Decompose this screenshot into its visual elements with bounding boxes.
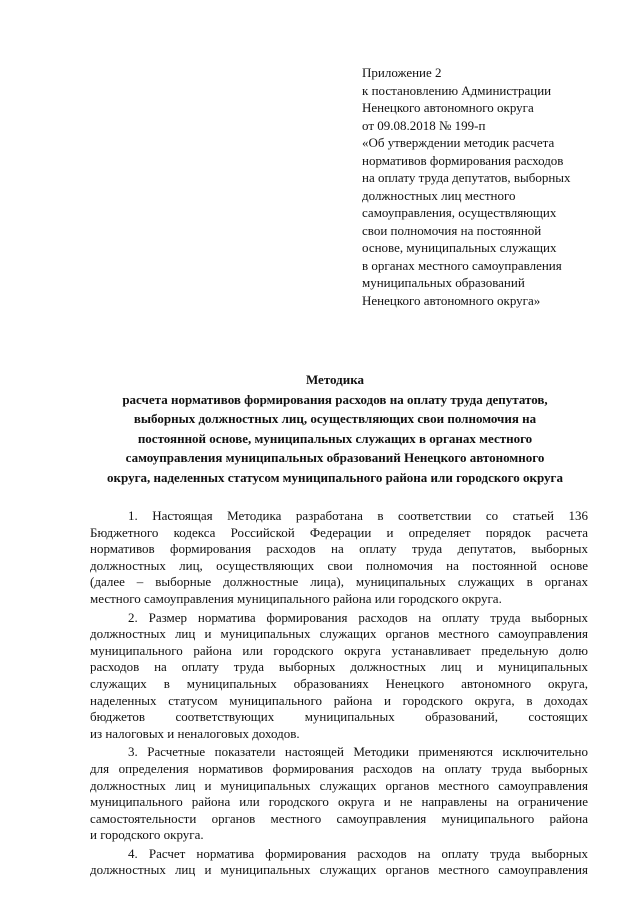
paragraph-line: и городского округа. [90, 827, 204, 843]
appendix-line: на оплату труда депутатов, выборных [362, 170, 571, 185]
appendix-line: в органах местного самоуправления [362, 257, 562, 273]
paragraph-line: местного самоуправления муниципального района или городского округа. [90, 590, 502, 606]
paragraph-line: должностных лиц и муниципальных служащих органов местного самоуправления [90, 862, 588, 878]
paragraph-line: 2. Размер норматива формирования расходов на оплату труда выборных [128, 609, 588, 625]
heading-line: выборных должностных лиц, осуществляющих свои полномочия на [133, 411, 537, 426]
paragraph-line: 4. Расчет норматива формирования расходов на оплату труда выборных [128, 845, 588, 861]
paragraph-line: из налоговых и неналоговых доходов. [90, 725, 300, 741]
paragraph-line: 1. Настоящая Методика разработана в соответствии со статьей 136 [128, 508, 588, 523]
heading-line: округа, наделенных статусом муниципального района или городского округа [107, 469, 563, 485]
appendix-line: от 09.08.2018 № 199-п [362, 117, 486, 133]
paragraph-line: служащих в муниципальных образованиях Ненецкого автономного округа, [90, 675, 588, 691]
heading-line: самоуправления муниципальных образований Ненецкого автономного [125, 450, 545, 465]
heading-line: расчета нормативов формирования расходов на оплату труда депутатов, [122, 391, 548, 407]
paragraph-line: 3. Расчетные показатели настоящей Методики применяются исключительно [128, 744, 588, 760]
paragraph-4 [90, 846, 588, 879]
appendix-line: основе, муниципальных служащих [362, 240, 557, 255]
paragraph-line: наделенных статусом муниципального района и городского округа, в доходах [90, 692, 588, 708]
appendix-line: свои полномочия на постоянной [362, 222, 542, 238]
document-heading [70, 370, 600, 487]
appendix-line: «Об утверждении методик расчета [362, 135, 555, 150]
paragraph-1 [90, 508, 588, 608]
appendix-line: самоуправления, осуществляющих [362, 205, 557, 220]
heading-line: постоянной основе, муниципальных служащих в органах местного [137, 430, 533, 446]
appendix-line: нормативов формирования расходов [362, 152, 564, 168]
paragraph-line: должностных лиц и муниципальных служащих органов местного самоуправления [90, 777, 588, 793]
paragraph-line: (далее – выборные должностные лица), муниципальных служащих в органах [90, 574, 588, 590]
paragraph-line: самостоятельности органов местного самоуправления муниципального района [90, 810, 588, 826]
paragraph-2 [90, 610, 588, 743]
appendix-line: Ненецкого автономного округа» [362, 292, 541, 308]
appendix-line: муниципальных образований [362, 275, 525, 290]
paragraph-line: должностных лиц и муниципальных служащих органов местного самоуправления [90, 626, 588, 642]
paragraph-3 [90, 744, 588, 844]
appendix-line: Приложение 2 [362, 65, 442, 80]
appendix-line: к постановлению Администрации [362, 82, 552, 98]
appendix-line: Ненецкого автономного округа [362, 100, 534, 115]
paragraph-line: для определения нормативов формирования расходов на оплату труда выборных [90, 760, 588, 776]
document-title: Методика [305, 372, 365, 387]
paragraph-line: нормативов формирования расходов на оплату труда депутатов, выборных [90, 541, 588, 557]
appendix-block [362, 64, 622, 309]
paragraph-line: муниципального района или городского округа и не направлены на ограничение [90, 794, 588, 810]
appendix-line: должностных лиц местного [362, 187, 516, 203]
paragraph-line: должностных лиц, осуществляющих свои полномочия на постоянной основе [90, 557, 588, 573]
paragraph-line: муниципального района или городского округа устанавливает предельную долю [90, 642, 588, 658]
paragraph-line: расходов на оплату труда выборных должностных лиц и муниципальных [90, 659, 588, 675]
paragraph-line: Бюджетного кодекса Российской Федерации и определяет порядок расчета [90, 524, 588, 540]
document-body [90, 508, 588, 881]
paragraph-line: бюджетов соответствующих муниципальных образований, состоящих [90, 709, 588, 725]
